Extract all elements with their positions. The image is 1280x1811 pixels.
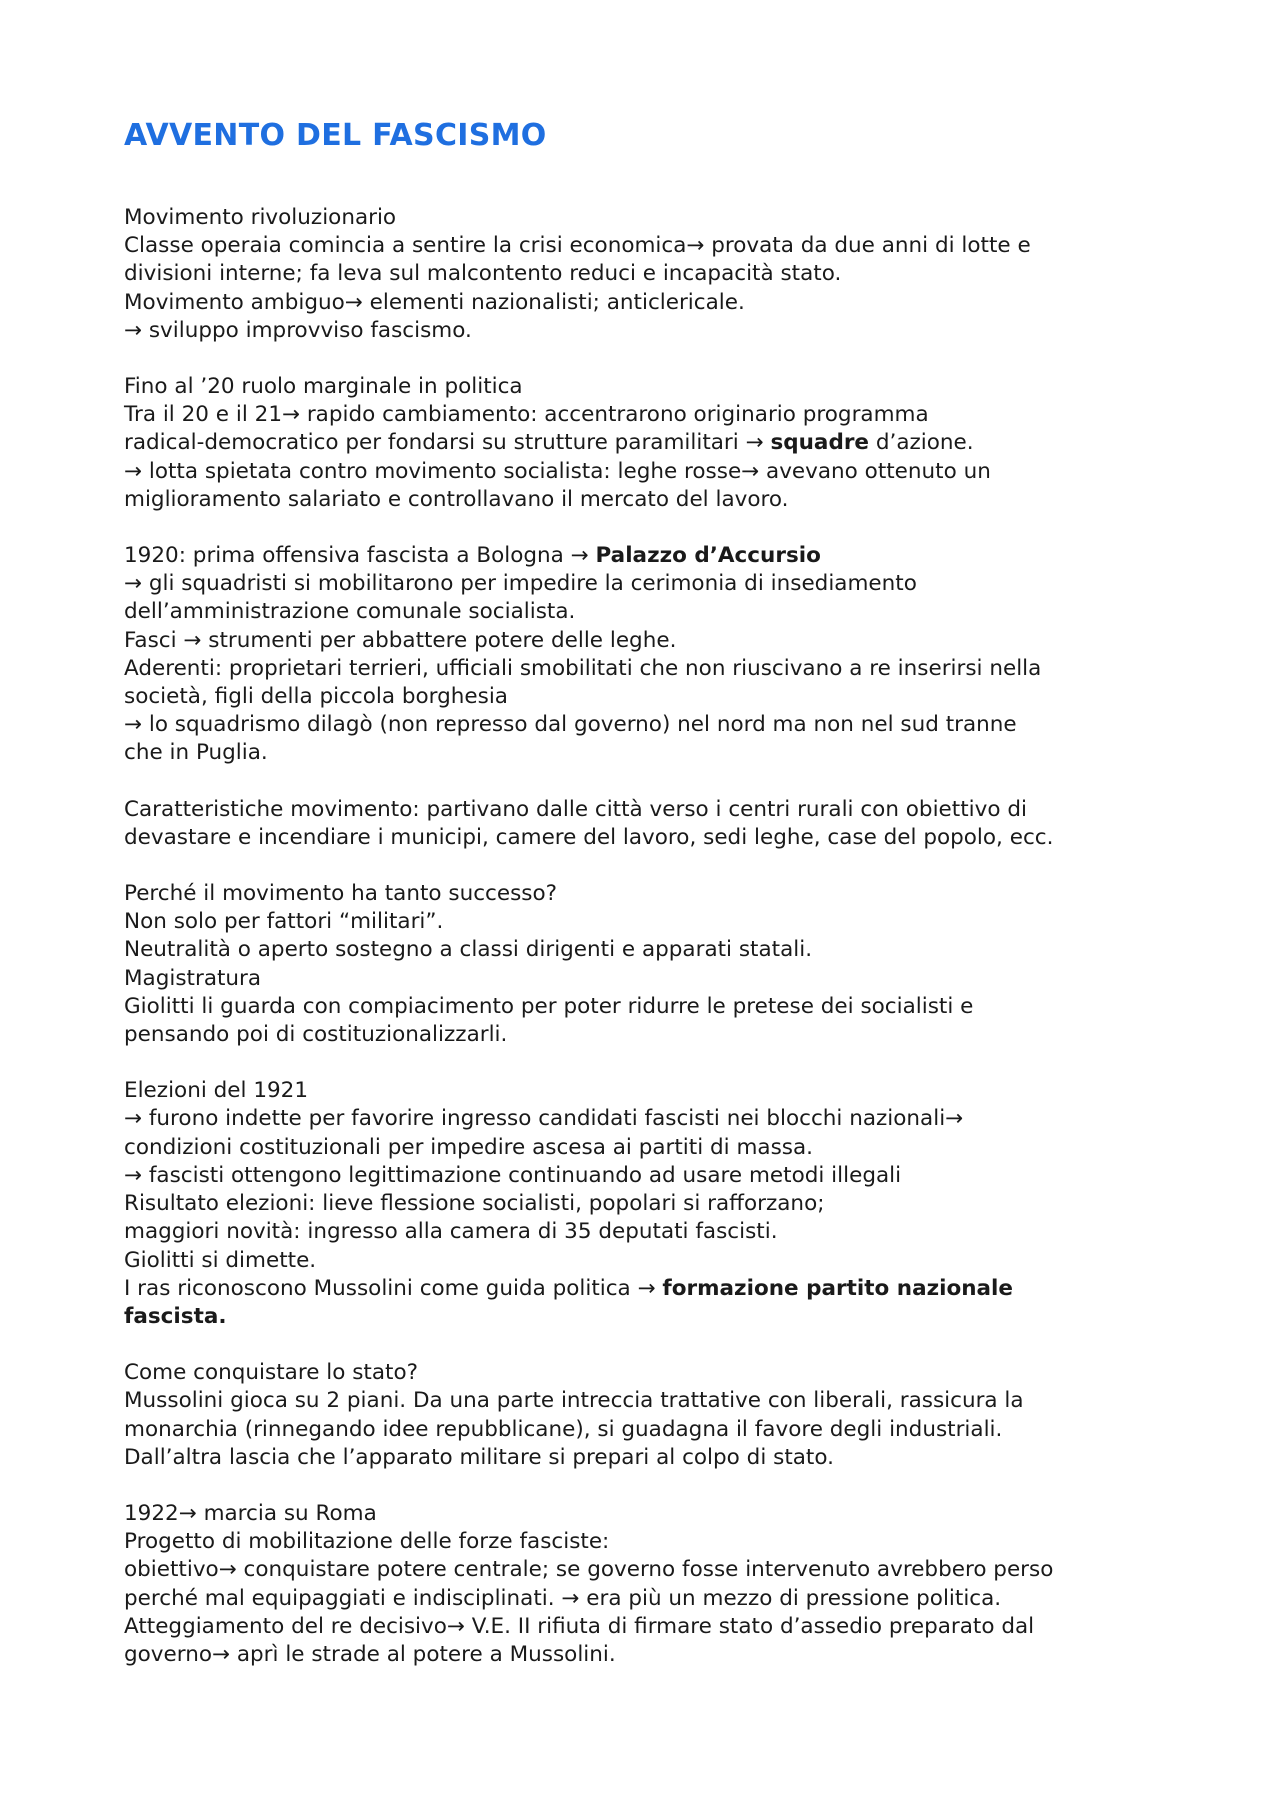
text-line [124,542,1184,570]
text-run: 1922→ marcia su Roma [124,1500,377,1526]
text-line [124,655,1184,683]
text-line [124,1247,1184,1275]
text-line [124,401,1184,429]
paragraph [124,796,1184,852]
text-run: Risultato elezioni: lieve flessione socialisti, popolari si rafforzano; [124,1191,825,1217]
text-run: Mussolini gioca su 2 piani. Da una parte intreccia trattative con liberali, rassicura la [124,1388,1024,1414]
text-run: divisioni interne; fa leva sul malcontento reduci e incapacità stato. [124,261,842,287]
text-line [124,1416,1184,1444]
text-run: → lo squadrismo dilagò (non represso dal governo) nel nord ma non nel sud tranne [124,712,1017,738]
text-run: Fino al ’20 ruolo marginale in politica [124,374,523,400]
text-line [124,317,1184,345]
text-run: radical-democratico per fondarsi su strutture paramilitari → [124,430,771,456]
text-run: Tra il 20 e il 21→ rapido cambiamento: accentrarono originario programma [124,402,929,428]
text-run: → sviluppo improvviso fascismo. [124,317,472,343]
text-line [124,993,1184,1021]
text-run: Giolitti si dimette. [124,1247,317,1273]
document-body [124,204,1184,1669]
text-line [124,1303,1184,1331]
text-line [124,1162,1184,1190]
text-line [124,1500,1184,1528]
paragraph [124,1500,1184,1669]
text-line [124,1641,1184,1669]
text-line [124,429,1184,457]
text-line [124,627,1184,655]
bold-text: formazione partito nazionale [662,1275,1014,1301]
text-run: Come conquistare lo stato? [124,1360,419,1386]
text-line [124,739,1184,767]
text-run: Caratteristiche movimento: partivano dalle città verso i centri rurali con obiettivo di [124,796,1027,822]
text-line [124,1077,1184,1105]
text-run: devastare e incendiare i municipi, camere del lavoro, sedi leghe, case del popolo, ecc. [124,824,1054,850]
text-line [124,683,1184,711]
text-line [124,373,1184,401]
text-line [124,908,1184,936]
text-line [124,1190,1184,1218]
text-line [124,1275,1184,1303]
text-run: d’azione. [869,430,974,456]
text-run: pensando poi di costituzionalizzarli. [124,1022,508,1048]
text-run: → lotta spietata contro movimento socialista: leghe rosse→ avevano ottenuto un [124,458,991,484]
text-line [124,796,1184,824]
text-run: 1920: prima offensiva fascista a Bologna → [124,543,596,569]
paragraph [124,1077,1184,1331]
text-line [124,711,1184,739]
document-page [124,118,1184,1697]
text-run: monarchia (rinnegando idee repubblicane), si guadagna il favore degli industriali. [124,1416,1003,1442]
bold-text: fascista. [124,1303,227,1329]
text-line [124,570,1184,598]
text-run: che in Puglia. [124,740,268,766]
text-line [124,458,1184,486]
text-line [124,1218,1184,1246]
text-line [124,1105,1184,1133]
text-line [124,486,1184,514]
text-run: → gli squadristi si mobilitarono per impedire la cerimonia di insediamento [124,571,917,597]
text-line [124,1585,1184,1613]
text-line [124,1387,1184,1415]
text-run: Movimento rivoluzionario [124,205,397,230]
text-run: Perché il movimento ha tanto successo? [124,881,558,907]
text-run: Movimento ambiguo→ elementi nazionalisti; anticlericale. [124,289,745,315]
bold-text: squadre [770,430,870,456]
text-run: Magistratura [124,965,262,991]
text-run: società, figli della piccola borghesia [124,684,508,710]
text-line [124,204,1184,232]
text-line [124,824,1184,852]
text-line [124,1359,1184,1387]
paragraph [124,542,1184,768]
text-run: Progetto di mobilitazione delle forze fasciste: [124,1529,610,1555]
text-line [124,880,1184,908]
text-line [124,598,1184,626]
text-run: Aderenti: proprietari terrieri, ufficiali smobilitati che non riuscivano a re inserirsi nella [124,655,1042,681]
text-run: Dall’altra lascia che l’apparato militare si prepari al colpo di stato. [124,1444,834,1470]
text-run: miglioramento salariato e controllavano il mercato del lavoro. [124,486,789,512]
paragraph [124,204,1184,345]
text-line [124,1134,1184,1162]
text-run: I ras riconoscono Mussolini come guida politica → [124,1275,663,1301]
paragraph [124,1359,1184,1472]
text-run: governo→ aprì le strade al potere a Mussolini. [124,1641,616,1667]
text-line [124,289,1184,317]
text-run: dell’amministrazione comunale socialista. [124,599,576,625]
text-line [124,1021,1184,1049]
text-line [124,936,1184,964]
text-run: → fascisti ottengono legittimazione continuando ad usare metodi illegali [124,1162,902,1188]
bold-text: Palazzo d’Accursio [595,543,821,569]
text-run: obiettivo→ conquistare potere centrale; se governo fosse intervenuto avrebbero perso [124,1557,1054,1583]
text-line [124,1444,1184,1472]
text-line [124,1613,1184,1641]
text-run: Neutralità o aperto sostegno a classi dirigenti e apparati statali. [124,937,813,963]
text-run: Atteggiamento del re decisivo→ V.E. II rifiuta di firmare stato d’assedio preparato dal [124,1613,1035,1639]
text-run: Fasci → strumenti per abbattere potere delle leghe. [124,627,677,653]
text-run: Giolitti li guarda con compiacimento per poter ridurre le pretese dei socialisti e [124,993,974,1019]
document-title: AVVENTO DEL FASCISMO [124,118,547,153]
text-line [124,965,1184,993]
text-line [124,1528,1184,1556]
text-run: Elezioni del 1921 [124,1078,309,1104]
text-run: condizioni costituzionali per impedire ascesa ai partiti di massa. [124,1134,813,1160]
text-run: maggiori novità: ingresso alla camera di 35 deputati fascisti. [124,1219,778,1245]
text-run: perché mal equipaggiati e indisciplinati. → era più un mezzo di pressione politica. [124,1585,1002,1611]
text-line [124,1556,1184,1584]
text-line [124,232,1184,260]
text-run: → furono indette per favorire ingresso candidati fascisti nei blocchi nazionali→ [124,1106,964,1132]
text-line [124,260,1184,288]
text-run: Classe operaia comincia a sentire la crisi economica→ provata da due anni di lotte e [124,233,1031,259]
paragraph [124,373,1184,514]
text-run: Non solo per fattori “militari”. [124,909,444,935]
paragraph [124,880,1184,1049]
